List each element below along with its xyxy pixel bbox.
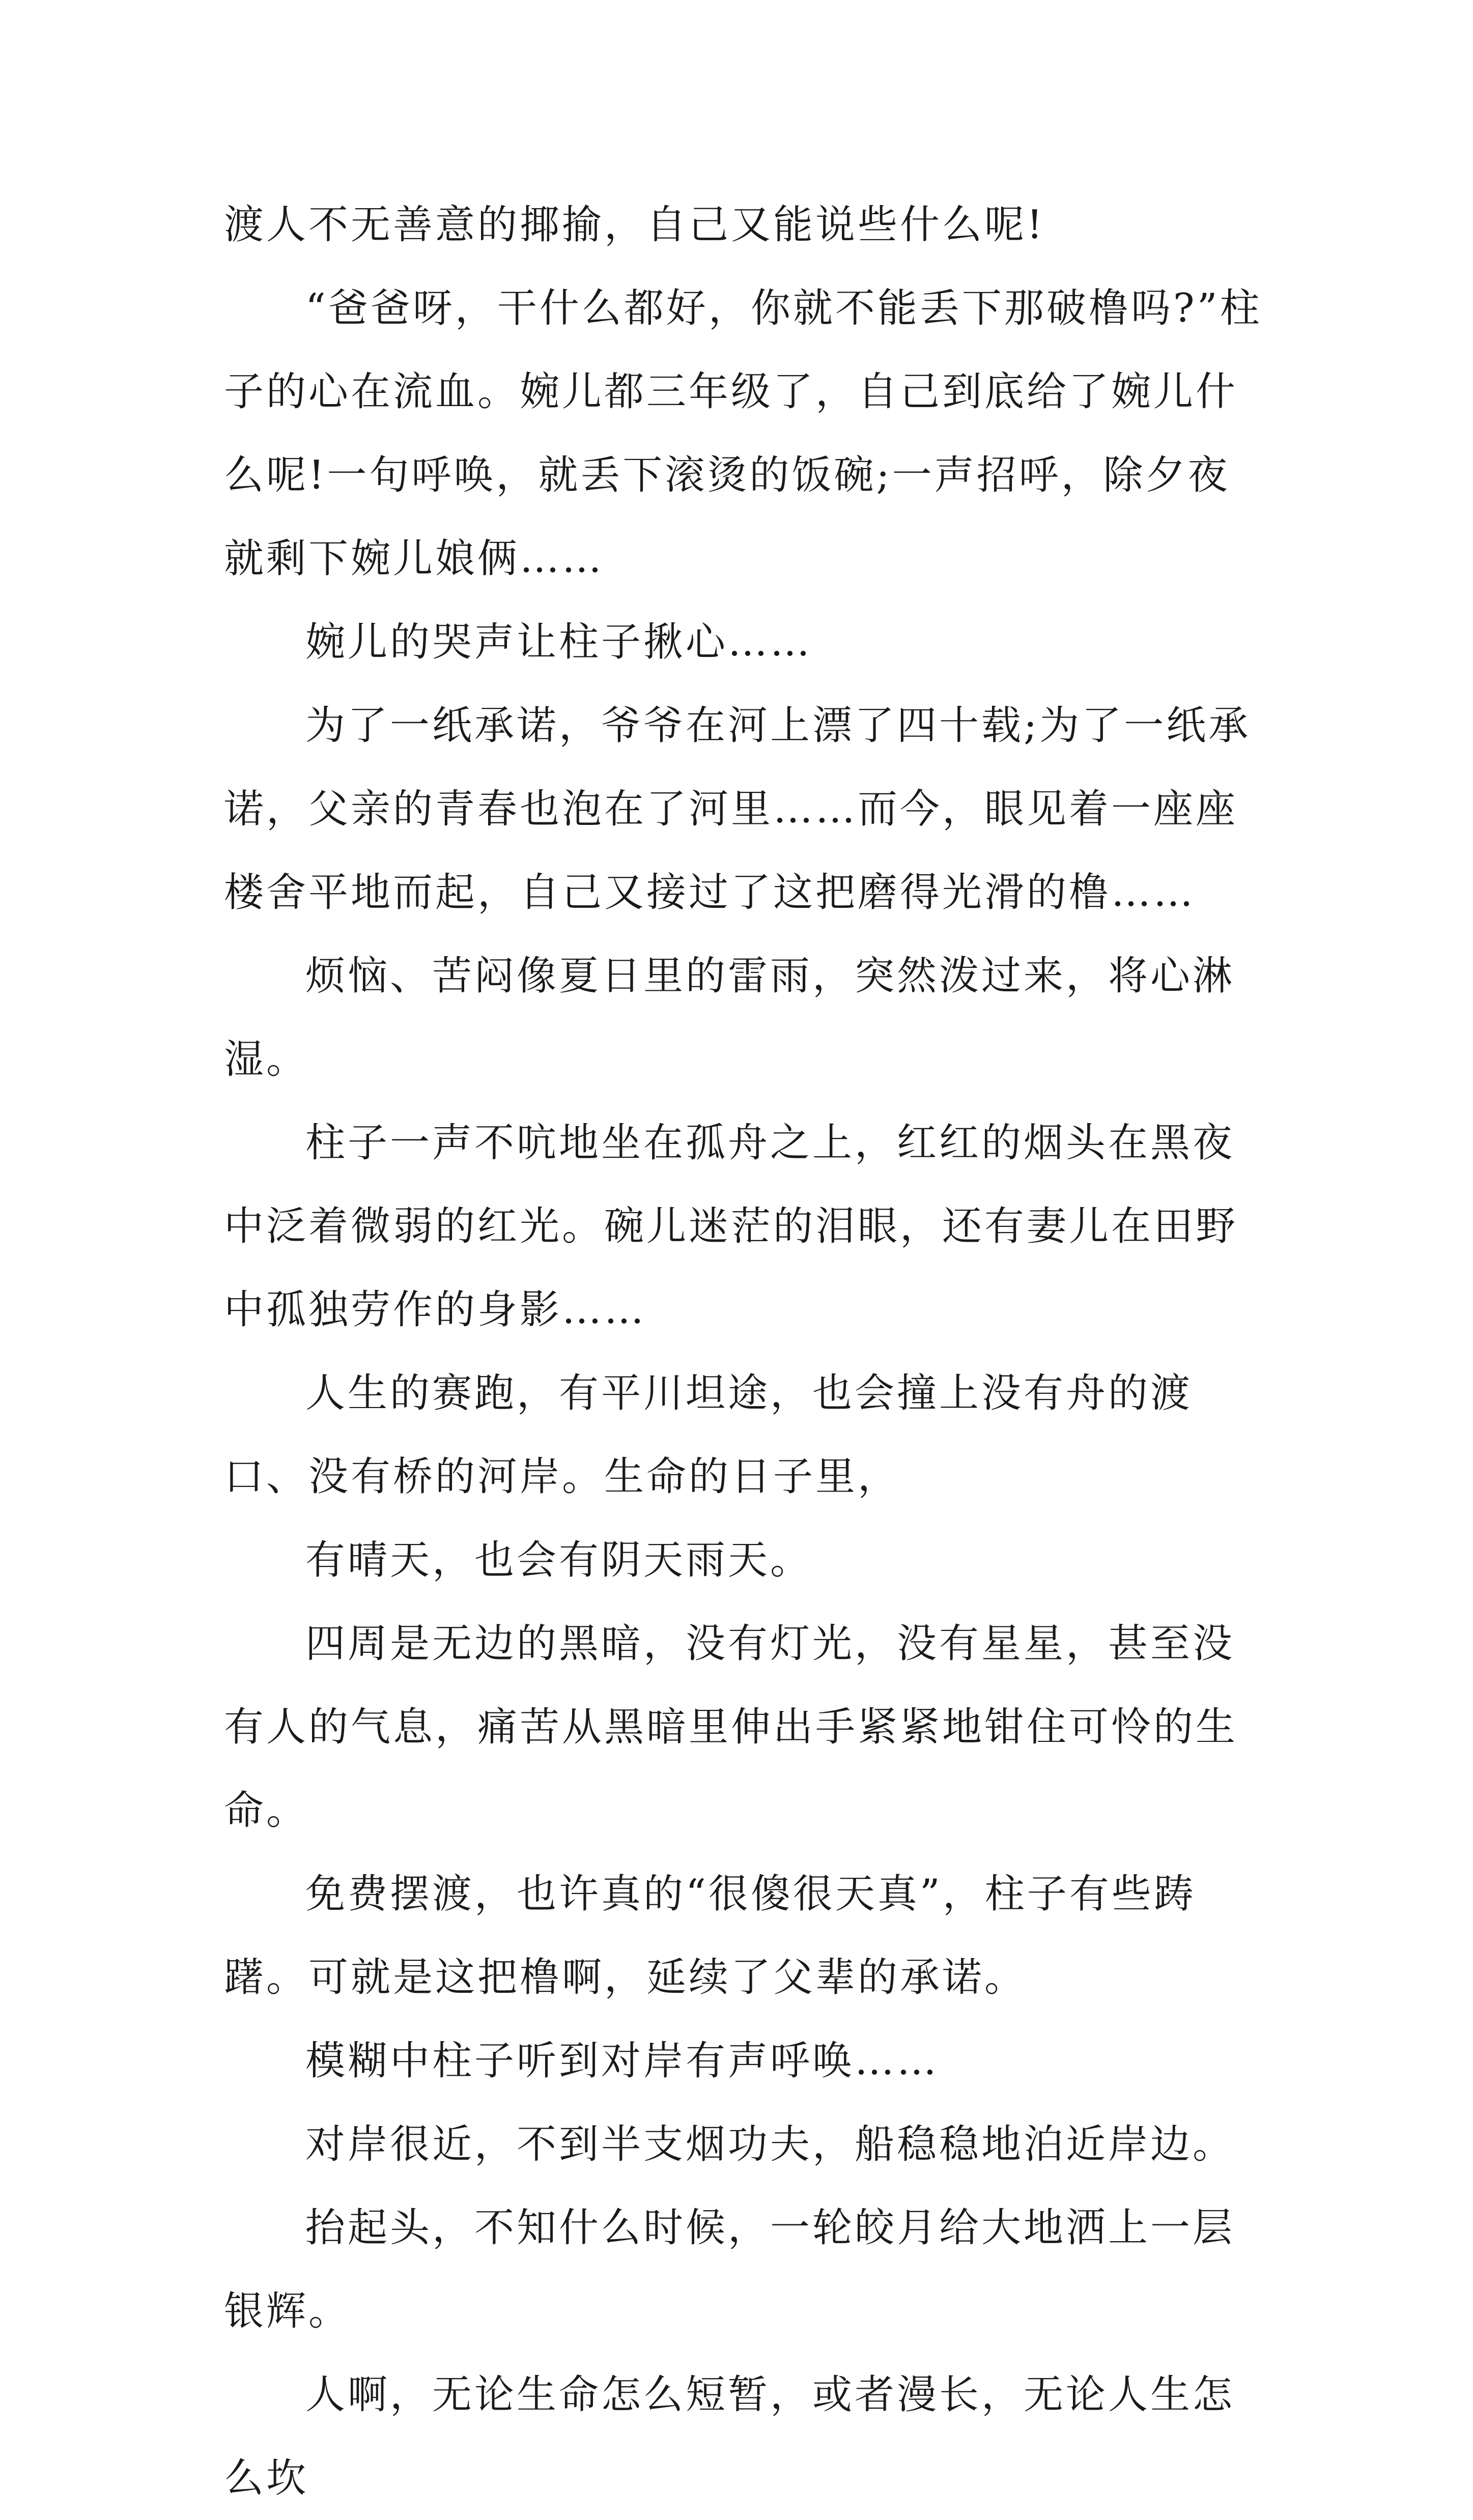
paragraph: 对岸很近，不到半支烟功夫，船稳稳地泊近岸边。	[305, 2122, 1235, 2167]
paragraph: 人啊，无论生命怎么短暂，或者漫长，无论人生怎么坎	[224, 2372, 1235, 2501]
paragraph: 烦恼、苦闷像夏日里的雷雨，突然泼过来，将心淋湿。	[224, 953, 1235, 1082]
paragraph: 四周是无边的黑暗，没有灯光，没有星星，甚至没有人的气息，痛苦从黑暗里伸出手紧紧地钳住可怜的生命。	[224, 1621, 1238, 1834]
body-text	[224, 183, 1267, 2520]
paragraph: 为了一纸承诺，爷爷在河上漂了四十载;为了一纸承诺，父亲的青春也泡在了河里……而今，眼见着一座座楼舍平地而起，自己又接过了这把磨得光滑的橹……	[224, 703, 1251, 915]
paragraph: 人生的赛跑，有平川坦途，也会撞上没有舟的渡口、没有桥的河岸。生命的日子里，	[224, 1370, 1193, 1500]
paragraph: 婉儿的哭声让柱子揪心……	[305, 619, 813, 665]
paragraph: 抬起头，不知什么时候，一轮皎月给大地洒上一层银辉。	[224, 2205, 1235, 2334]
paragraph: 渡人不无善意的揶揄，自己又能说些什么呢!	[224, 202, 1045, 248]
paragraph: 有晴天，也会有阴天雨天。	[305, 1537, 813, 1583]
paragraph: 免费摆渡，也许真的“很傻很天真”，柱子有些踌躇。可就是这把橹啊，延续了父辈的承诺。	[224, 1871, 1196, 2000]
paragraph: 柱子一声不吭地坐在孤舟之上，红红的烟头在黑夜中泛着微弱的红光。碗儿迷茫的泪眼，还有妻儿在田野中孤独劳作的身影……	[224, 1120, 1238, 1333]
paragraph: “爸爸呀，干什么都好，你就不能丢下那破橹吗?”柱子的心在流血。婉儿都三年级了，自己到底给了婉儿什么呢!一句呼唤，就丢下滚烫的饭碗;一声招呼，除夕夜就剩下婉儿娘俩……	[224, 285, 1262, 582]
paragraph: 模糊中柱子听到对岸有声呼唤……	[305, 2038, 940, 2084]
